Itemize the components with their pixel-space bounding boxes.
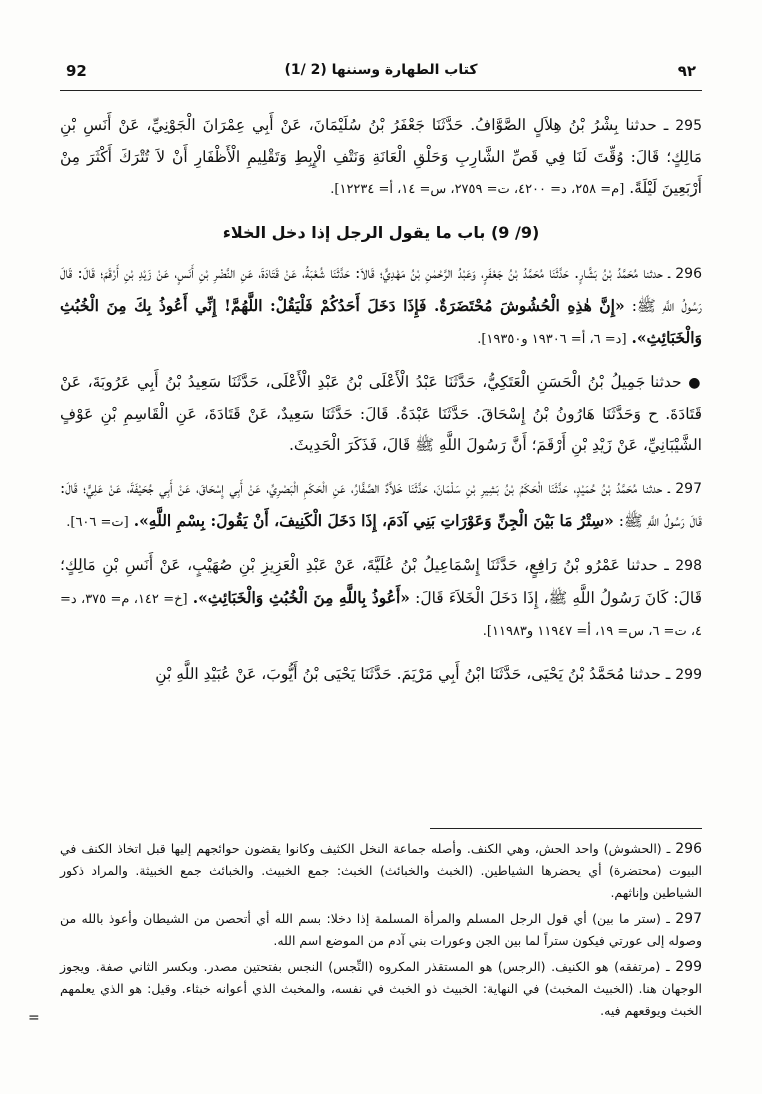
page-number-latin: 92 [66, 62, 87, 80]
hadith-number: 295 [675, 118, 702, 134]
footnote-number: 297 [675, 911, 702, 927]
footnote-text: ـ (مرتفقه) هو الكنيف. (الرجس) هو المستقذر المكروه (النِّجس) النجس بفتحتين مصدر. وبكسر الثاني صفة. ويجوز الوجهان هنا. (الخبيث المخبث) في النهاية: الخبيث ذو الخبث في نفسه، والمخبث الذي أعوانه خبثاء. وقيل: هو الذي يعلمهم الخبث ويوقعهم فيه. [60, 959, 702, 1018]
hadith-text: ـ حدثنا عَمْرُو بْنُ رَافِعٍ، حَدَّثَنَا إِسْمَاعِيلُ بْنُ عُلَيَّةَ، عَنْ عَبْدِ الْعَزِيزِ بْنِ صُهَيْبٍ، عَنْ أَنَسِ بْنِ مَالِكٍ؛ قَالَ: كَانَ رَسُولُ اللَّهِ ﷺ، إِذَا دَخَلَ الْخَلاَءَ قَالَ: [60, 556, 702, 607]
hadith-reference: [خ= ١٤٢، م= ٣٧٥، د= ٤، ت= ٦، س= ١٩، أ= ١١٩٤٧ و١١٩٨٣]. [60, 592, 702, 639]
running-title: (1/ 2) كتاب الطهارة وسننها [284, 62, 478, 78]
footnote-divider [430, 828, 702, 829]
hadith-reference: [د= ٦، أ= ١٩٣٠٦ و١٩٣٥٠]. [477, 332, 627, 347]
page-number-arabic: ٩٢ [677, 62, 696, 80]
margin-mark: = [28, 1010, 40, 1026]
footnote-296 [60, 838, 702, 904]
hadith-298 [60, 550, 702, 647]
hadith-295 [60, 110, 702, 205]
footnote-299 [60, 956, 702, 1022]
hadith-text: ـ حدثنا مُحَمَّدُ بْنُ بَشَّارٍ. حَدَّثَنَا مُحَمَّدُ بْنُ جَعْفَرٍ، وَعَبْدُ الرَّحْمٰنِ بْنُ مَهْدِيٍّ؛ قَالاَ: حَدَّثَنَا شُعْبَةُ، عَنْ قَتَادَةَ، عَنِ النَّضْرِ بْنِ أَنَسٍ، عَنْ زَيْدِ بْنِ أَرْقَمَ؛ قَالَ: قَالَ رَسُولُ اللَّهِ ﷺ: [60, 264, 702, 315]
hadith-matn: «أَعُوذُ بِاللَّهِ مِنَ الْخُبُثِ وَالْخَبَائِثِ». [192, 588, 410, 607]
hadith-number: 297 [675, 481, 702, 497]
hadith-text: حدثنا جَمِيلُ بْنُ الْحَسَنِ الْعَتَكِيُّ، حَدَّثَنَا عَبْدُ الْأَعْلَى بْنُ عَبْدِ الْأَعْلَى، حَدَّثَنَا سَعِيدُ بْنُ أَبِي عَرُوبَةَ، عَنْ قَتَادَةَ. ح وَحَدَّثَنَا هَارُونُ بْنُ إِسْحَاقَ. حَدَّثَنَا عَبْدَةُ. قَالَ: حَدَّثَنَا سَعِيدٌ، عَنْ قَتَادَةَ، عَنِ الْقَاسِمِ بْنِ عَوْفٍ الشَّيْبَانِيِّ، عَنْ زَيْدِ بْنِ أَرْقَمَ؛ أَنَّ رَسُولَ اللَّهِ ﷺ قَالَ، فَذَكَرَ الْحَدِيثَ. [60, 373, 702, 454]
hadith-matn: «سِتْرُ مَا بَيْنَ الْجِنِّ وَعَوْرَاتِ بَنِي آدَمَ، إِذَا دَخَلَ الْكَنِيفَ، أَنْ يَقُولَ: بِسْمِ اللَّهِ». [133, 511, 614, 530]
hadith-297 [60, 473, 702, 538]
hadith-text: ـ حدثنا بِشْرُ بْنُ هِلاَلٍ الصَّوَّافُ. حَدَّثَنَا جَعْفَرُ بْنُ سُلَيْمَانَ، عَنْ أَبِي عِمْرَانَ الْجَوْنِيِّ، عَنْ أَنَسِ بْنِ مَالِكٍ؛ قَالَ: وُقِّتَ لَنَا فِي قَصِّ الشَّارِبِ وَحَلْقِ الْعَانَةِ وَنَتْفِ الْإِبِطِ وَتَقْلِيمِ الْأَظْفَارِ أَنْ لاَ تُتْرَكَ أَكْثَرَ مِنْ أَرْبَعِينَ لَيْلَةً. [60, 116, 702, 197]
hadith-text: ـ حدثنا مُحَمَّدُ بْنُ حُمَيْدٍ، حَدَّثَنَا الْحَكَمُ بْنُ بَشِيرِ بْنِ سَلْمَانَ، حَدَّثَنَا خَلاَّدٌ الصَّفَّارُ، عَنِ الْحَكَمِ الْبَصْرِيِّ، عَنْ أَبِي إِسْحَاقَ، عَنْ أَبِي جُحَيْفَةَ، عَنْ عَلِيٍّ؛ قَالَ: قَالَ رَسُولُ اللَّهِ ﷺ: [60, 479, 702, 530]
main-text [60, 110, 702, 703]
hadith-299 [60, 659, 702, 691]
hadith-number: 296 [675, 266, 702, 282]
hadith-reference: [ت= ٦٠٦]. [66, 515, 129, 530]
hadith-number: 298 [675, 558, 702, 574]
hadith-296-second-chain [60, 367, 702, 461]
footnote-297 [60, 908, 702, 952]
chapter-title: (9/ 9) باب ما يقول الرجل إذا دخل الخلاء [222, 223, 540, 242]
bullet-marker: ● [688, 375, 703, 391]
hadith-matn: «إِنَّ هٰذِهِ الْحُشُوشَ مُحْتَضَرَةٌ. فَإِذَا دَخَلَ أَحَدُكُمْ فَلْيَقُلْ: اللَّهُمَّ! إِنِّي أَعُوذُ بِكَ مِنَ الْخُبُثِ وَالْخَبَائِثِ». [60, 296, 702, 347]
hadith-number: 299 [675, 667, 702, 683]
footnote-number: 296 [675, 841, 702, 857]
hadith-296 [60, 258, 702, 355]
footnotes [60, 838, 702, 1026]
footnote-number: 299 [675, 959, 702, 975]
hadith-text: ـ حدثنا مُحَمَّدُ بْنُ يَحْيَى، حَدَّثَنَا ابْنُ أَبِي مَرْيَمَ. حَدَّثَنَا يَحْيَى بْنُ أَيُّوبَ، عَنْ عُبَيْدِ اللَّهِ بْنِ [155, 665, 671, 683]
footnote-text: ـ (الحشوش) واحد الحش، وهي الكنف. وأصله جماعة النخل الكثيف وكانوا يقضون حوائجهم إليها قبل اتخاذ الكنف في البيوت (محتضرة) أي يحضرها الشياطين. (الخبث والخبائث) الخبث: جمع الخبيث. والخبائث جمع الخبيثة. والمراد ذكور الشياطين وإناثهم. [60, 841, 702, 900]
footnote-text: ـ (ستر ما بين) أي قول الرجل المسلم والمرأة المسلمة إذا دخلا: بسم الله أي أتحصن من الشيطان وأعوذ بالله من وصوله إلى عورتي فيكون ستراً لما بين الجن وعورات بني آدم من الموضع اسم الله. [60, 911, 702, 948]
hadith-reference: [م= ٢٥٨، د= ٤٢٠٠، ت= ٢٧٥٩، س= ١٤، أ= ١٢٢٣٤]. [330, 182, 625, 197]
page-header [60, 60, 702, 91]
